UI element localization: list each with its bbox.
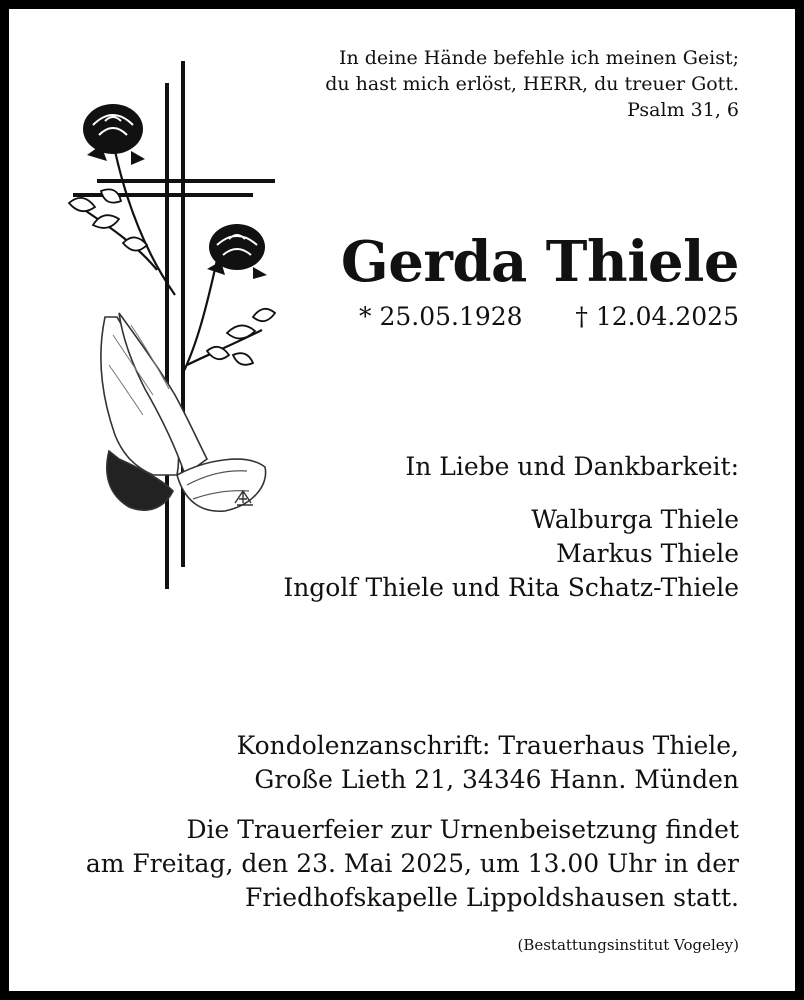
mourner-name: Markus Thiele	[556, 539, 739, 568]
mourner-name: Walburga Thiele	[531, 505, 739, 534]
thanks-line: In Liebe und Dankbarkeit:	[405, 452, 739, 481]
memorial-artwork	[57, 55, 287, 605]
bible-verse	[325, 45, 739, 123]
service-line: Friedhofskapelle Lippoldshausen statt.	[245, 883, 739, 912]
rose-leaves	[69, 189, 275, 364]
mourner-name: Ingolf Thiele und Rita Schatz-Thiele	[283, 573, 739, 602]
deceased-name: Gerda Thiele	[340, 229, 739, 295]
service-line: Die Trauerfeier zur Urnenbeisetzung findet	[186, 815, 739, 844]
verse-reference: Psalm 31, 6	[627, 99, 739, 121]
birth-date: * 25.05.1928	[359, 302, 523, 331]
rose-icon	[83, 104, 145, 165]
rose-icon	[207, 224, 267, 279]
service-line: am Freitag, den 23. Mai 2025, um 13.00 Uhr in der	[85, 849, 739, 878]
mourners-list	[283, 503, 739, 605]
funeral-service-info	[86, 813, 739, 915]
condolence-address	[237, 729, 739, 797]
life-dates	[359, 297, 739, 337]
address-line: Kondolenzanschrift: Trauerhaus Thiele,	[236, 731, 739, 760]
undertaker-credit: (Bestattungsinstitut Vogeley)	[517, 936, 739, 954]
verse-line: du hast mich erlöst, HERR, du treuer Gott.	[325, 73, 739, 95]
death-date: † 12.04.2025	[575, 302, 739, 331]
verse-line: In deine Hände befehle ich meinen Geist;	[338, 47, 739, 69]
address-line: Große Lieth 21, 34346 Hann. Münden	[254, 765, 739, 794]
